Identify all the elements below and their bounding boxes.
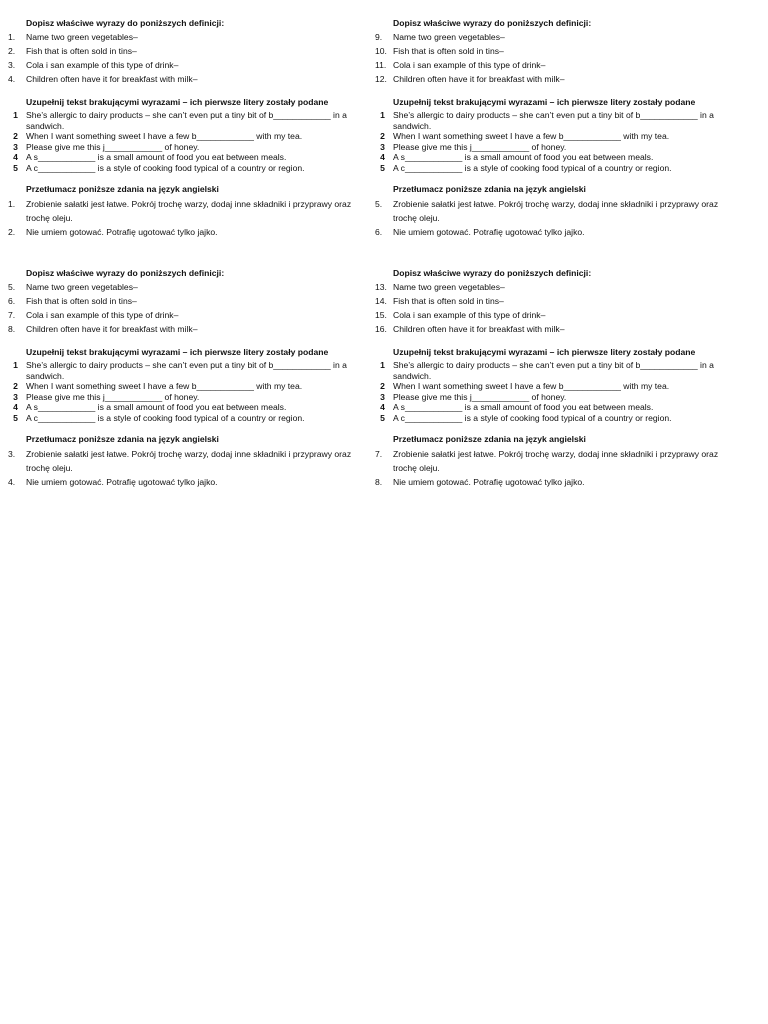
item-number: 15. [375, 310, 387, 320]
item-number: 4 [380, 152, 385, 162]
item-number: 3. [8, 449, 16, 459]
fill-in-section [375, 95, 735, 173]
item-text: Fish that is often sold in tins– [393, 296, 504, 306]
item-text: Children often have it for breakfast with milk– [393, 74, 565, 84]
fill-in-list [375, 360, 735, 423]
translation-list [375, 197, 735, 239]
fill-in-item [375, 152, 735, 163]
fill-in-item [8, 152, 368, 163]
item-number: 5 [380, 162, 385, 173]
item-text: Name two green vegetables– [393, 282, 505, 292]
definitions-list [8, 30, 368, 86]
fill-in-item [375, 110, 735, 131]
item-text: Zrobienie sałatki jest łatwe. Pokrój trochę warzy, dodaj inne składniki i przyprawy oraz trochę oleju. [26, 199, 352, 223]
definition-item [375, 294, 735, 308]
item-number: 4. [8, 477, 16, 487]
item-number: 4 [13, 402, 18, 412]
definitions-title: Dopisz właściwe wyrazy do poniższych definicji: [26, 18, 225, 28]
item-text: Please give me this j____________ of honey. [393, 141, 567, 152]
definition-item [8, 308, 368, 322]
definition-item [375, 58, 735, 72]
fill-in-item [8, 110, 368, 131]
definitions-list [375, 280, 735, 336]
fill-in-item [8, 381, 368, 392]
definitions-list [8, 280, 368, 336]
fill-in-item [8, 392, 368, 403]
item-number: 1 [13, 110, 18, 120]
translation-title: Przetłumacz poniższe zdania na język angielski [26, 434, 219, 444]
item-number: 6. [375, 227, 383, 237]
item-text: Cola i san example of this type of drink– [393, 60, 546, 70]
translation-section [375, 432, 735, 489]
item-text: A c____________ is a style of cooking food typical of a country or region. [26, 412, 305, 423]
item-text: Please give me this j____________ of honey. [26, 391, 200, 402]
item-number: 3 [13, 141, 18, 152]
item-number: 2 [13, 381, 18, 391]
fill-in-section [8, 345, 368, 423]
item-text: A s____________ is a small amount of food you eat between meals. [26, 402, 287, 412]
definition-item [8, 30, 368, 44]
item-number: 7. [8, 310, 16, 320]
item-number: 1 [13, 360, 18, 370]
item-number: 5. [375, 199, 383, 209]
fill-in-item [8, 163, 368, 174]
item-number: 2 [13, 131, 18, 141]
item-text: Zrobienie sałatki jest łatwe. Pokrój trochę warzy, dodaj inne składniki i przyprawy oraz trochę oleju. [393, 449, 719, 473]
item-number: 2 [380, 131, 385, 141]
definition-item [375, 322, 735, 336]
fill-in-item [375, 413, 735, 424]
definition-item [8, 44, 368, 58]
item-text: Fish that is often sold in tins– [26, 46, 137, 56]
fill-in-list [8, 110, 368, 173]
fill-in-item [375, 131, 735, 142]
item-number: 3 [380, 391, 385, 402]
item-text: Cola i san example of this type of drink– [26, 60, 179, 70]
item-text: A s____________ is a small amount of food you eat between meals. [26, 152, 287, 162]
item-number: 5. [8, 282, 16, 292]
definition-item [375, 44, 735, 58]
translation-title: Przetłumacz poniższe zdania na język angielski [393, 434, 586, 444]
item-number: 1 [380, 110, 385, 120]
definition-item [8, 280, 368, 294]
item-text: Children often have it for breakfast with milk– [26, 74, 198, 84]
fill-in-item [8, 131, 368, 142]
item-number: 2. [8, 227, 16, 237]
fill-in-section [8, 95, 368, 173]
item-text: A s____________ is a small amount of food you eat between meals. [393, 152, 654, 162]
item-text: Nie umiem gotować. Potrafię ugotować tylko jajko. [26, 477, 218, 487]
item-text: Children often have it for breakfast with milk– [26, 324, 198, 334]
item-text: Nie umiem gotować. Potrafię ugotować tylko jajko. [26, 227, 218, 237]
item-number: 5 [380, 412, 385, 423]
item-number: 8. [8, 324, 16, 334]
translation-item [375, 447, 735, 475]
item-number: 10. [375, 46, 387, 56]
item-text: Name two green vegetables– [393, 32, 505, 42]
item-number: 2. [8, 46, 16, 56]
fill-in-list [375, 110, 735, 173]
definition-item [8, 72, 368, 86]
translation-item [8, 197, 368, 225]
fill-in-section [375, 345, 735, 423]
definition-item [8, 58, 368, 72]
fill-in-item [8, 413, 368, 424]
item-text: Zrobienie sałatki jest łatwe. Pokrój trochę warzy, dodaj inne składniki i przyprawy oraz trochę oleju. [393, 199, 719, 223]
item-number: 5 [13, 412, 18, 423]
item-number: 4 [380, 402, 385, 412]
item-number: 3 [380, 141, 385, 152]
fill-in-item [375, 392, 735, 403]
item-number: 7. [375, 449, 383, 459]
definitions-title: Dopisz właściwe wyrazy do poniższych definicji: [26, 268, 225, 278]
fill-in-title: Uzupełnij tekst brakującymi wyrazami – ich pierwsze litery zostały podane [26, 97, 329, 107]
item-number: 14. [375, 296, 387, 306]
item-number: 12. [375, 74, 387, 84]
item-text: Name two green vegetables– [26, 282, 138, 292]
fill-in-item [375, 142, 735, 153]
item-text: A c____________ is a style of cooking food typical of a country or region. [26, 162, 305, 173]
item-number: 9. [375, 32, 383, 42]
item-number: 4. [8, 74, 16, 84]
item-text: Children often have it for breakfast with milk– [393, 324, 565, 334]
item-text: When I want something sweet I have a few b____________ with my tea. [393, 131, 670, 141]
item-text: She’s allergic to dairy products – she can’t even put a tiny bit of b____________ in a sandwich. [26, 110, 347, 131]
fill-in-title: Uzupełnij tekst brakującymi wyrazami – ich pierwsze litery zostały podane [393, 347, 696, 357]
fill-in-list [8, 360, 368, 423]
item-text: She’s allergic to dairy products – she can’t even put a tiny bit of b____________ in a sandwich. [393, 110, 714, 131]
item-text: Cola i san example of this type of drink– [393, 310, 546, 320]
fill-in-item [8, 142, 368, 153]
definitions-list [375, 30, 735, 86]
item-text: Nie umiem gotować. Potrafię ugotować tylko jajko. [393, 227, 585, 237]
translation-title: Przetłumacz poniższe zdania na język angielski [393, 184, 586, 194]
translation-item [375, 197, 735, 225]
fill-in-title: Uzupełnij tekst brakującymi wyrazami – ich pierwsze litery zostały podane [26, 347, 329, 357]
translation-section [375, 182, 735, 239]
item-text: Name two green vegetables– [26, 32, 138, 42]
worksheet-card-top-right [375, 16, 735, 239]
item-number: 1. [8, 199, 16, 209]
definitions-title: Dopisz właściwe wyrazy do poniższych definicji: [393, 268, 592, 278]
item-text: Fish that is often sold in tins– [393, 46, 504, 56]
fill-in-item [375, 381, 735, 392]
item-number: 2 [380, 381, 385, 391]
fill-in-item [8, 360, 368, 381]
translation-section [8, 432, 368, 489]
item-text: A c____________ is a style of cooking food typical of a country or region. [393, 162, 672, 173]
fill-in-title: Uzupełnij tekst brakującymi wyrazami – ich pierwsze litery zostały podane [393, 97, 696, 107]
fill-in-item [375, 360, 735, 381]
translation-list [8, 197, 368, 239]
item-number: 6. [8, 296, 16, 306]
definition-item [375, 308, 735, 322]
item-text: When I want something sweet I have a few b____________ with my tea. [393, 381, 670, 391]
definition-item [8, 294, 368, 308]
definition-item [375, 72, 735, 86]
item-text: Fish that is often sold in tins– [26, 296, 137, 306]
translation-item [8, 447, 368, 475]
item-number: 4 [13, 152, 18, 162]
item-number: 1 [380, 360, 385, 370]
translation-item [375, 475, 735, 489]
item-text: Nie umiem gotować. Potrafię ugotować tylko jajko. [393, 477, 585, 487]
translation-list [375, 447, 735, 489]
worksheet-card-top-left [8, 16, 368, 239]
worksheet-card-bottom-left [8, 266, 368, 489]
item-number: 3 [13, 391, 18, 402]
item-number: 3. [8, 60, 16, 70]
item-number: 13. [375, 282, 387, 292]
definition-item [375, 30, 735, 44]
fill-in-item [375, 402, 735, 413]
item-number: 8. [375, 477, 383, 487]
item-number: 11. [375, 60, 387, 70]
fill-in-item [375, 163, 735, 174]
item-text: Zrobienie sałatki jest łatwe. Pokrój trochę warzy, dodaj inne składniki i przyprawy oraz trochę oleju. [26, 449, 352, 473]
item-text: A c____________ is a style of cooking food typical of a country or region. [393, 412, 672, 423]
item-number: 5 [13, 162, 18, 173]
definition-item [8, 322, 368, 336]
worksheet-card-bottom-right [375, 266, 735, 489]
item-text: When I want something sweet I have a few b____________ with my tea. [26, 131, 303, 141]
translation-item [8, 475, 368, 489]
fill-in-item [8, 402, 368, 413]
item-text: When I want something sweet I have a few b____________ with my tea. [26, 381, 303, 391]
item-text: Please give me this j____________ of honey. [26, 141, 200, 152]
definitions-title: Dopisz właściwe wyrazy do poniższych definicji: [393, 18, 592, 28]
translation-list [8, 447, 368, 489]
item-text: Cola i san example of this type of drink– [26, 310, 179, 320]
item-text: She’s allergic to dairy products – she can’t even put a tiny bit of b____________ in a sandwich. [26, 360, 347, 381]
item-number: 16. [375, 324, 387, 334]
translation-item [8, 225, 368, 239]
item-text: Please give me this j____________ of honey. [393, 391, 567, 402]
definition-item [375, 280, 735, 294]
item-text: She’s allergic to dairy products – she can’t even put a tiny bit of b____________ in a sandwich. [393, 360, 714, 381]
item-text: A s____________ is a small amount of food you eat between meals. [393, 402, 654, 412]
item-number: 1. [8, 32, 16, 42]
translation-title: Przetłumacz poniższe zdania na język angielski [26, 184, 219, 194]
translation-item [375, 225, 735, 239]
translation-section [8, 182, 368, 239]
